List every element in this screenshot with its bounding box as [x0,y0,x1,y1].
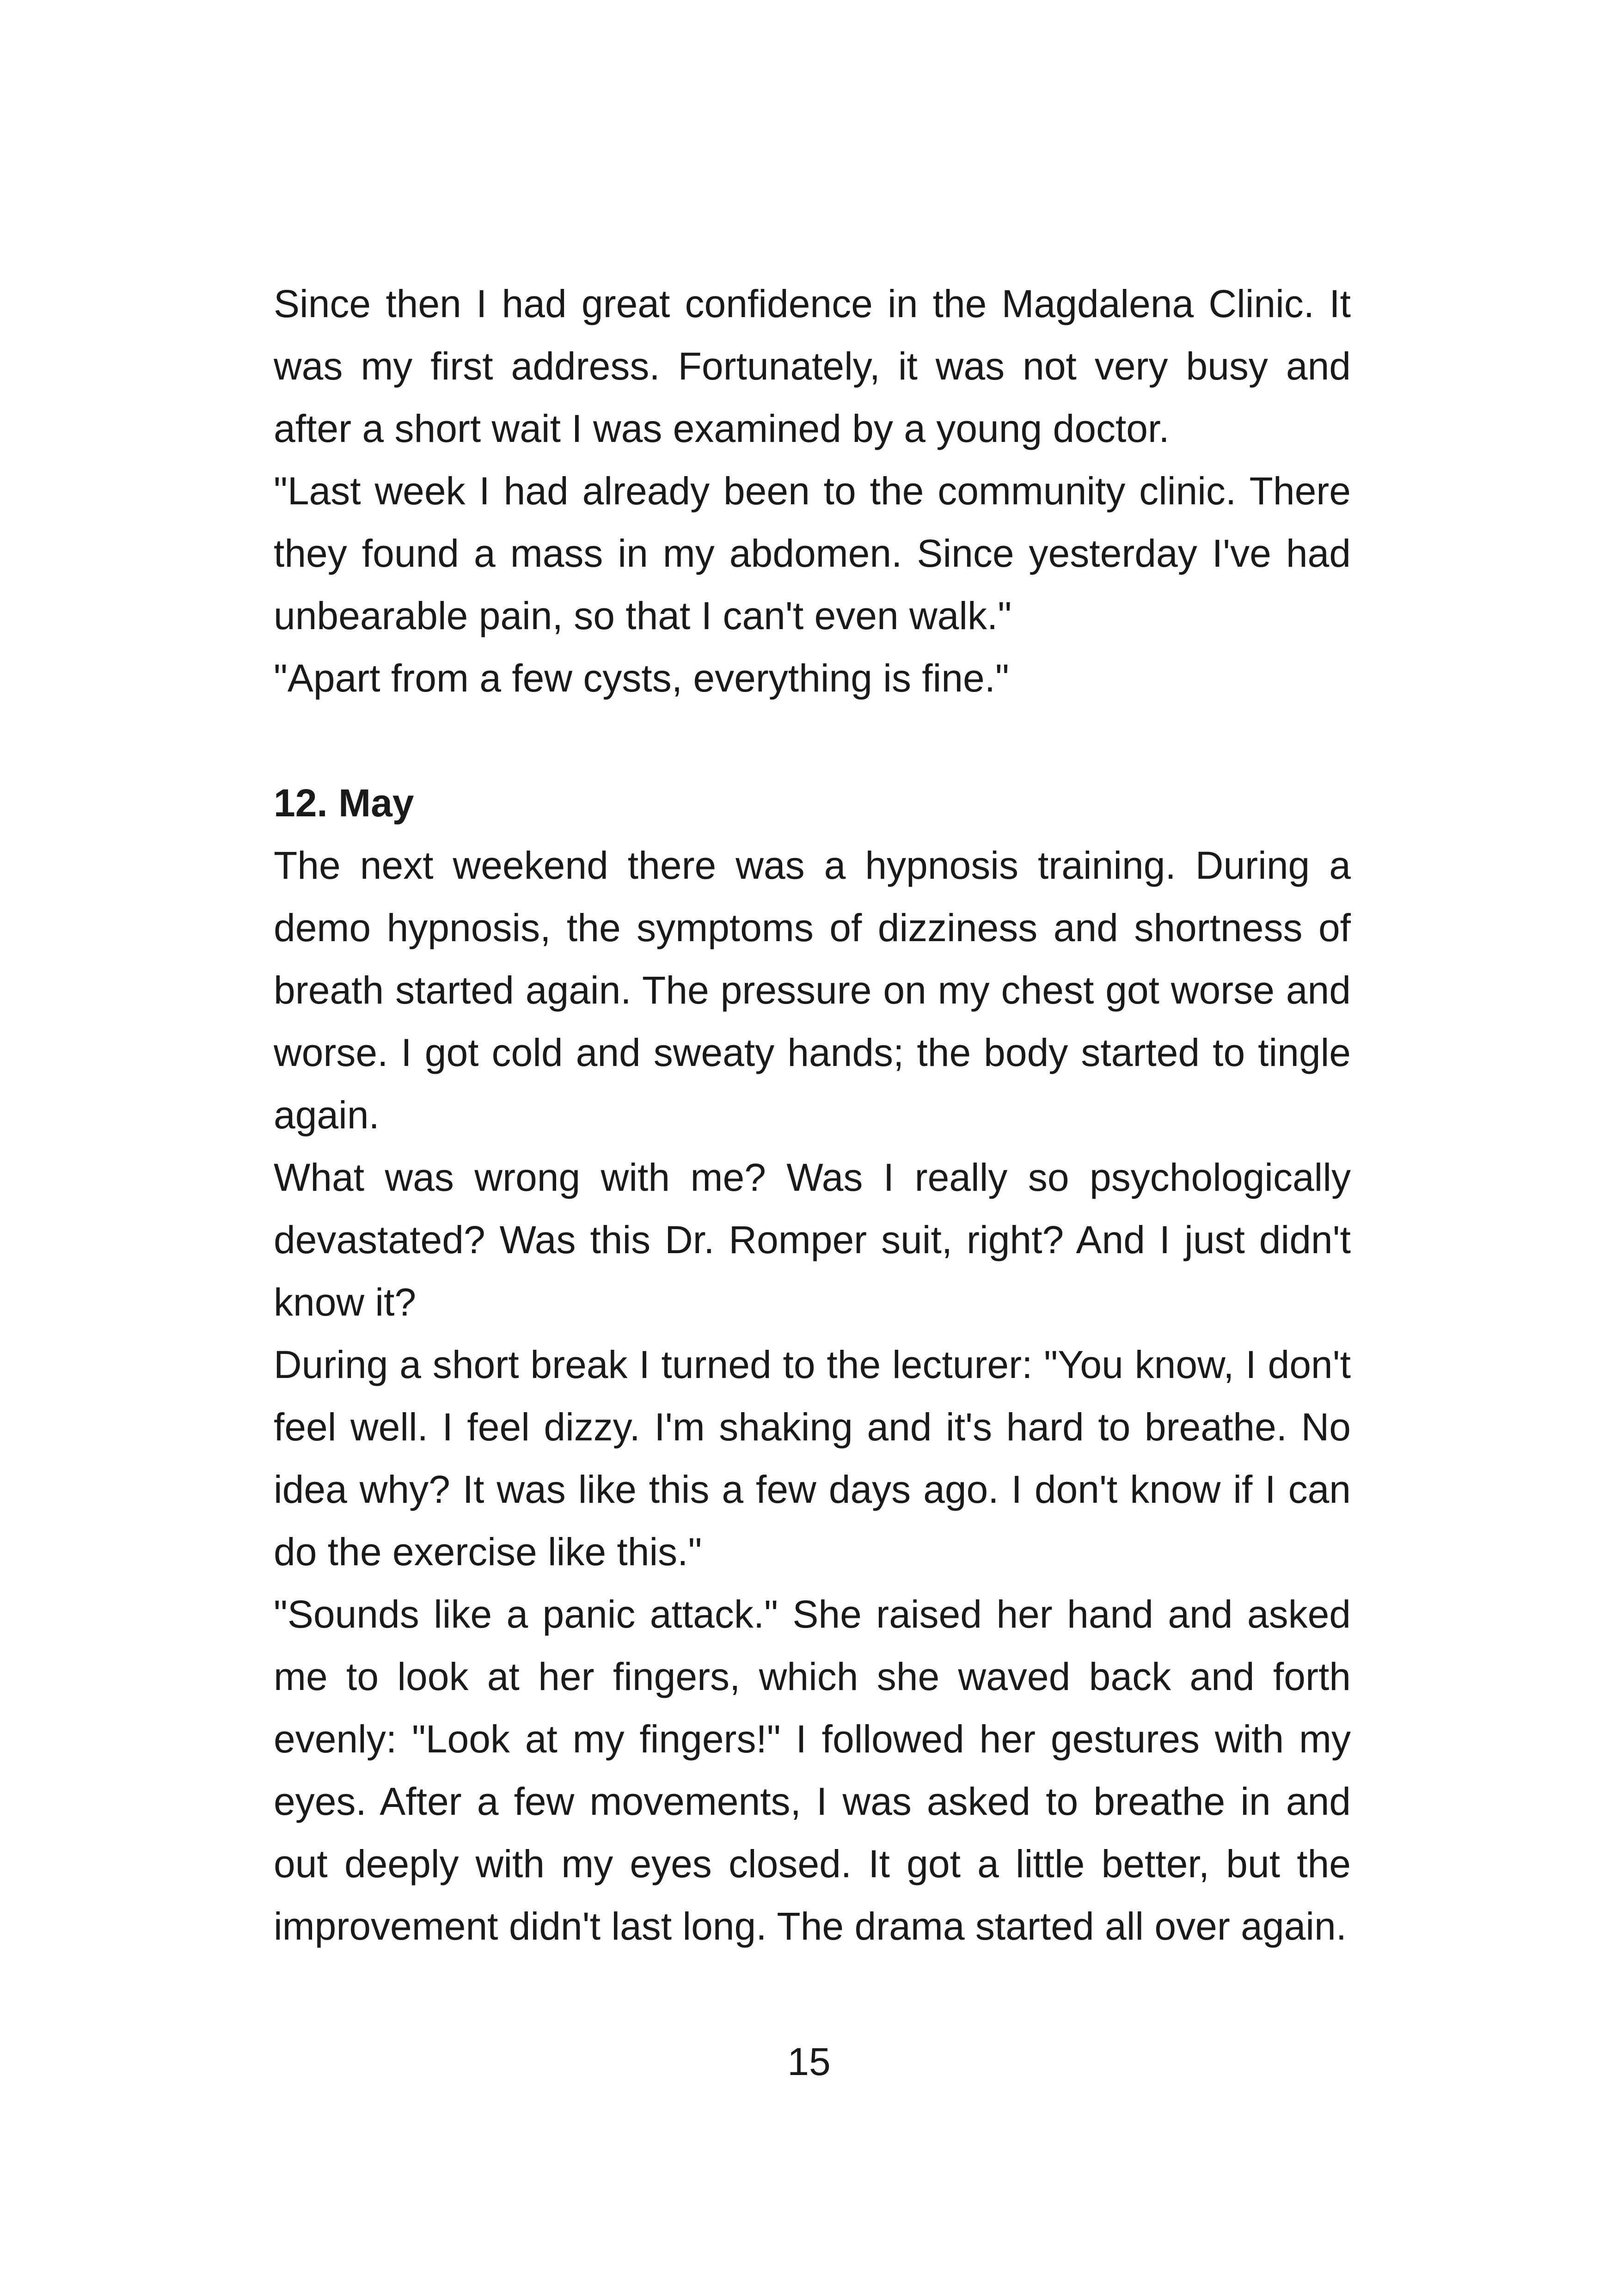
paragraph-lecturer-conversation: During a short break I turned to the lecturer: "You know, I don't feel well. I feel dizzy. I'm shaking and it's hard to breathe. No idea why? It was like this a few days ago. I don't know if I can do the exercise like this." [274,1343,1351,1574]
paragraph-community-clinic-quote: "Last week I had already been to the community clinic. There they found a mass in my abdomen. Since yesterday I've had unbearable pain, so that I can't even walk." [274,469,1351,637]
body-text [274,273,1351,1958]
page-number: 15 [787,2040,831,2083]
section-heading-date: 12. May [274,781,414,825]
section-spacer [274,710,1351,772]
paragraph-hypnosis-training: The next weekend there was a hypnosis training. During a demo hypnosis, the symptoms of dizziness and shortness of breath started again. The pressure on my chest got worse and worse. I got cold and sweaty hands; the body started to tingle again. [274,844,1351,1137]
paragraph-clinic-confidence: Since then I had great confidence in the Magdalena Clinic. It was my first address. Fortunately, it was not very busy and after a short wait I was examined by a young doctor. [274,282,1351,450]
paragraph-doctor-reply: "Apart from a few cysts, everything is fine." [274,656,1009,700]
paragraph-panic-attack: "Sounds like a panic attack." She raised her hand and asked me to look at her fingers, which she waved back and forth evenly: "Look at my fingers!" I followed her gestures with my eyes. After a few movements, I was asked to breathe in and out deeply with my eyes closed. It got a little better, but the improvement didn't last long. The drama started all over again. [274,1592,1351,1948]
paragraph-questions: What was wrong with me? Was I really so psychologically devastated? Was this Dr. Romper suit, right? And I just didn't know it? [274,1156,1351,1324]
